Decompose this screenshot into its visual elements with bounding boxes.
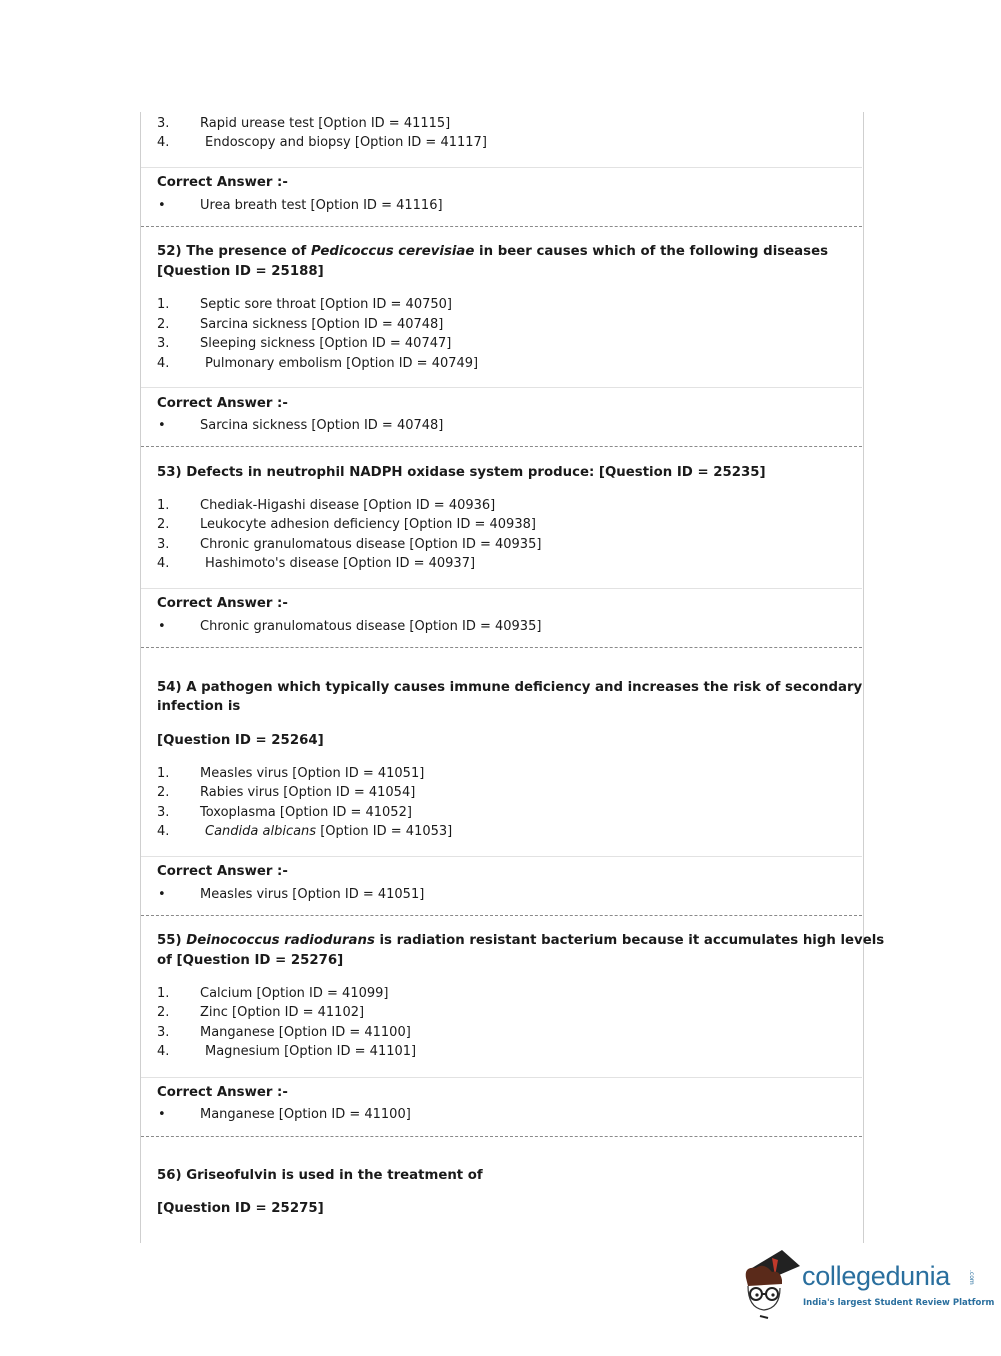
question-text — [157, 464, 766, 482]
option-number: 4. — [157, 356, 170, 371]
option-number: 3. — [157, 116, 170, 131]
question-text-segment: Pedicoccus cerevisiae — [310, 244, 475, 259]
question-text-segment: 53) Defects in neutrophil NADPH oxidase system produce: [Question ID = 25235] — [157, 465, 766, 480]
divider — [141, 856, 862, 857]
option-text: Toxoplasma [Option ID = 41052] — [200, 805, 412, 820]
option-text: Chediak-Higashi disease [Option ID = 40936] — [200, 498, 496, 513]
correct-answer-label: Correct Answer :- — [157, 596, 288, 611]
option-number: 4. — [157, 556, 170, 571]
question-text — [157, 732, 324, 750]
logo-com: .com — [968, 1270, 975, 1285]
option-text: Endoscopy and biopsy [Option ID = 41117] — [205, 135, 487, 150]
option-text — [205, 823, 452, 841]
option-text: Calcium [Option ID = 41099] — [200, 986, 389, 1001]
option-text-segment: [Option ID = 41053] — [316, 824, 453, 839]
document-frame — [140, 112, 864, 1243]
divider — [141, 588, 862, 589]
option-number: 4. — [157, 824, 170, 839]
option-text: Rapid urease test [Option ID = 41115] — [200, 116, 451, 131]
option-number: 3. — [157, 805, 170, 820]
question-separator — [141, 226, 862, 227]
option-number: 4. — [157, 135, 170, 150]
option-text: Sleeping sickness [Option ID = 40747] — [200, 336, 452, 351]
correct-answer-text: Sarcina sickness [Option ID = 40748] — [200, 418, 444, 433]
question-text-segment: 56) Griseofulvin is used in the treatment of — [157, 1168, 483, 1183]
question-text-segment: in beer causes which of the following diseases — [474, 244, 829, 259]
correct-answer-text: Urea breath test [Option ID = 41116] — [200, 198, 443, 213]
option-number: 1. — [157, 766, 170, 781]
logo-tagline: India's largest Student Review Platform — [803, 1298, 995, 1308]
correct-answer-text: Chronic granulomatous disease [Option ID = 40935] — [200, 619, 542, 634]
question-text-segment: [Question ID = 25264] — [157, 733, 324, 748]
question-text-segment: infection is — [157, 699, 241, 714]
correct-answer-text: Manganese [Option ID = 41100] — [200, 1107, 411, 1122]
option-number: 2. — [157, 1005, 170, 1020]
question-text-segment: is radiation resistant bacterium because it accumulates high levels — [374, 933, 885, 948]
question-separator — [141, 446, 862, 447]
question-text — [157, 952, 343, 970]
question-separator — [141, 1136, 862, 1137]
question-text-segment: 55) — [157, 933, 187, 948]
correct-answer-label: Correct Answer :- — [157, 175, 288, 190]
option-number: 1. — [157, 297, 170, 312]
divider — [141, 387, 862, 388]
divider — [141, 1077, 862, 1078]
collegedunia-logo[interactable] — [742, 1248, 995, 1320]
option-number: 1. — [157, 498, 170, 513]
option-text: Magnesium [Option ID = 41101] — [205, 1044, 417, 1059]
correct-answer-text: Measles virus [Option ID = 41051] — [200, 887, 425, 902]
question-text — [157, 1200, 324, 1218]
question-text-segment: 54) A pathogen which typically causes immune deficiency and increases the risk of secondary — [157, 680, 863, 695]
option-number: 3. — [157, 336, 170, 351]
question-text — [157, 263, 324, 281]
option-number: 2. — [157, 317, 170, 332]
bullet: • — [158, 887, 166, 902]
option-number: 2. — [157, 517, 170, 532]
correct-answer-label: Correct Answer :- — [157, 864, 288, 879]
option-number: 4. — [157, 1044, 170, 1059]
question-text-segment: Deinococcus radiodurans — [186, 933, 375, 948]
question-text-segment: of [Question ID = 25276] — [157, 953, 344, 968]
question-text — [157, 679, 862, 697]
option-text: Leukocyte adhesion deficiency [Option ID = 40938] — [200, 517, 536, 532]
bullet: • — [158, 1107, 166, 1122]
option-text: Sarcina sickness [Option ID = 40748] — [200, 317, 444, 332]
correct-answer-label: Correct Answer :- — [157, 1085, 288, 1100]
question-text — [157, 698, 240, 716]
correct-answer-label: Correct Answer :- — [157, 396, 288, 411]
bullet: • — [158, 619, 166, 634]
logo-wordmark: collegedunia — [802, 1261, 951, 1291]
option-text: Pulmonary embolism [Option ID = 40749] — [205, 356, 479, 371]
option-text-segment: Candida albicans — [205, 824, 317, 839]
question-text — [157, 243, 828, 261]
question-separator — [141, 647, 862, 648]
option-text: Hashimoto's disease [Option ID = 40937] — [205, 556, 476, 571]
option-number: 2. — [157, 785, 170, 800]
question-text-segment: [Question ID = 25275] — [157, 1201, 324, 1216]
option-text: Rabies virus [Option ID = 41054] — [200, 785, 416, 800]
option-number: 3. — [157, 1025, 170, 1040]
option-number: 1. — [157, 986, 170, 1001]
option-text: Manganese [Option ID = 41100] — [200, 1025, 411, 1040]
option-text: Septic sore throat [Option ID = 40750] — [200, 297, 452, 312]
question-text-segment: [Question ID = 25188] — [157, 264, 324, 279]
question-text — [157, 1167, 483, 1185]
option-text: Measles virus [Option ID = 41051] — [200, 766, 425, 781]
option-number: 3. — [157, 537, 170, 552]
divider — [141, 167, 862, 168]
option-text: Chronic granulomatous disease [Option ID = 40935] — [200, 537, 542, 552]
mascot-icon — [742, 1248, 802, 1320]
option-text: Zinc [Option ID = 41102] — [200, 1005, 365, 1020]
bullet: • — [158, 198, 166, 213]
bullet: • — [158, 418, 166, 433]
question-text-segment: 52) The presence of — [157, 244, 311, 259]
question-separator — [141, 915, 862, 916]
question-text — [157, 932, 884, 950]
